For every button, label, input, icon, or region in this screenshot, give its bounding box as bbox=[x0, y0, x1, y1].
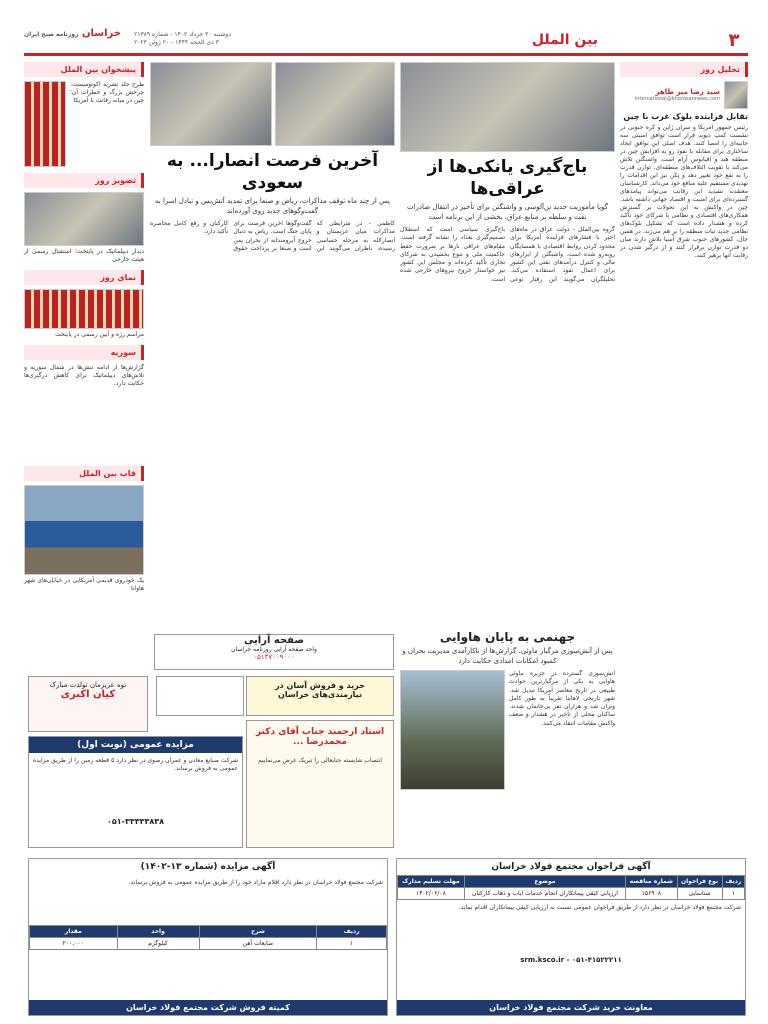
iraq-lead: گویا مأموریت جدید بن‌آلوسی و واشنگتن برای تأخیر در انتقال صادرات نفت و سلطه بر منابع عراق، بخشی از این برنامه است bbox=[406, 203, 608, 221]
book-heading: پیشخوان بین الملل bbox=[24, 62, 144, 77]
date-block bbox=[134, 31, 231, 47]
auction2-ad bbox=[28, 858, 388, 1016]
classified-sub: واحد صفحه آرایی روزنامه خراسان bbox=[231, 646, 317, 653]
page-number: ۳ bbox=[728, 30, 740, 51]
frame-heading: قاب بین الملل bbox=[24, 466, 144, 481]
steel-col-head: ردیف bbox=[722, 876, 744, 888]
auction2-cell: کیلوگرم bbox=[117, 938, 199, 950]
birthday-sub: نوه عزیزمان تولدت مبارک bbox=[49, 681, 127, 689]
classified-ad bbox=[154, 634, 394, 670]
classified-title: صفحه آرایی bbox=[243, 635, 305, 646]
syria-heading: سوریه bbox=[24, 345, 144, 360]
hawaii-headline: جهنمی به پایان هاوایی bbox=[439, 630, 576, 644]
author-block bbox=[620, 81, 748, 109]
author-email[interactable]: international@khorasannews.com bbox=[634, 96, 720, 102]
doctor-sub: انتصاب شایسته جنابعالی را تبریک عرض می‌نماییم bbox=[258, 757, 382, 764]
steel-contact[interactable]: srm.ksco.ir - ۰۵۱-۴۱۵۲۲۲۱۱ bbox=[520, 956, 622, 964]
steel-col-head: شماره مناقصه bbox=[626, 876, 677, 888]
steel-col-head: موضوع bbox=[464, 876, 625, 888]
date-line: دوشنبه ۳۰ خرداد ۱۴۰۲ - شماره ۲۱۳۸۹ bbox=[134, 31, 231, 38]
auction2-col-head: شرح bbox=[199, 926, 317, 938]
steel-cell: ارزیابی کیفی پیمانکاران انجام خدمات ایاب و ذهاب کارکنان bbox=[464, 888, 625, 900]
steel-note: شرکت مجتمع فولاد خراسان در نظر دارد از طریق فراخوان عمومی نسبت به ارزیابی کیفی پیمانکاران اقدام نماید. bbox=[458, 904, 741, 911]
steel-cell: ۱۵۶۹۰۸ bbox=[626, 888, 677, 900]
saudi-photo-1 bbox=[275, 62, 395, 146]
saudi-photo-2 bbox=[150, 62, 272, 146]
hawaii-photo bbox=[400, 670, 505, 790]
iraq-photo bbox=[400, 62, 615, 152]
doctor-name: استاد ارجمند جناب آقای دکتر محمدرضا ... bbox=[255, 727, 385, 747]
auction2-col-head: مقدار bbox=[30, 926, 118, 938]
havana-photo bbox=[24, 485, 144, 575]
steel-col-head: نوع فراخوان bbox=[677, 876, 722, 888]
steel-footer: معاونت خرید شرکت مجتمع فولاد خراسان bbox=[397, 1000, 745, 1015]
buy-sell-text: خرید و فروش آسان در نیازمندی‌های خراسان bbox=[275, 681, 365, 699]
brand-tagline: روزنامه صبح ایران bbox=[24, 31, 79, 38]
auction2-cell: ۲۰۰,۰۰۰ bbox=[30, 938, 118, 950]
magazine-cover bbox=[24, 81, 66, 167]
table-row bbox=[30, 938, 387, 950]
book-block bbox=[24, 81, 144, 167]
steel-col-head: مهلت تسلیم مدارک bbox=[398, 876, 465, 888]
auction2-col-head: ردیف bbox=[317, 926, 387, 938]
sidebar-column bbox=[24, 62, 144, 722]
date-line: ۳ ذی الحجه ۱۴۴۴ - ۲۰ ژوئن ۲۰۲۳ bbox=[134, 39, 219, 46]
steel-title: آگهی فراخوان مجتمع فولاد خراسان bbox=[491, 862, 651, 872]
auction2-table bbox=[29, 925, 387, 950]
logo-ad bbox=[156, 676, 244, 716]
brand-logo bbox=[24, 28, 121, 39]
hawaii-body: آتش‌سوزی گسترده در جزیره ماوئی هاوایی به یکی از مرگبارترین حوادث طبیعی در تاریخ معاصر آمریکا تبدیل شد. شهر تاریخی لاهاینا تقریباً به طور کامل ویران شد و هزاران نفر بی‌خانمان شدند. ساکنان محلی از تأخیر در هشدار و ضعف واکنش مقامات انتقاد می‌کنند. bbox=[509, 670, 615, 727]
analysis-column bbox=[620, 62, 748, 912]
saudi-headline: آخرین فرصت انصارا... به سعودی bbox=[166, 151, 379, 193]
auction-ad bbox=[28, 736, 243, 848]
doctor-ad bbox=[246, 720, 394, 848]
auction2-cell: ۱ bbox=[317, 938, 387, 950]
auction2-footer: کمیته فروش شرکت مجتمع فولاد خراسان bbox=[29, 1000, 387, 1015]
hawaii-story bbox=[400, 630, 615, 830]
section-title: بین الملل bbox=[531, 32, 598, 48]
day-photo-heading: تصویر روز bbox=[24, 173, 144, 188]
table-row bbox=[398, 888, 745, 900]
iraq-body: گروه بین‌الملل - دولت عراق در ماه‌های اخیر با فشارهای فزاینده آمریکا برای محدود کردن روابط اقتصادی با همسایگان روبه‌رو شده است. واشنگتن از ابزارهای مالی و کنترل درآمدهای نفتی این کشور برای اعمال نفوذ استفاده می‌کند. تحلیلگران می‌گویند این رفتار نوعی باج‌گیری سیاسی است که استقلال تصمیم‌گیری بغداد را نشانه گرفته است. مقام‌های عراقی بارها بر ضرورت حفظ حاکمیت ملی و تنوع بخشیدن به شرکای تجاری تأکید کرده‌اند و مجلس این کشور نیز خواستار خروج نیروهای خارجی شده است. bbox=[400, 226, 615, 283]
auction2-cell: ضایعات آهن bbox=[199, 938, 317, 950]
iraq-headline: باج‌گیری یانکی‌ها از عراقی‌ها bbox=[427, 157, 588, 199]
steel-cell: شناسایی bbox=[677, 888, 722, 900]
frame-caption: یک خودروی قدیمی آمریکایی در خیابان‌های شهر هاوانا bbox=[24, 577, 144, 592]
auction2-col-head: واحد bbox=[117, 926, 199, 938]
saudi-body: کاظمی - در شرایطی که مذاکرات میان عربستان و انصارالله به مرحله حساسی رسیده، ناظران می‌گویند این گفت‌وگوها آخرین فرصت برای پایان جنگ است. ریاض به دنبال خروج آبرومندانه از بحران یمن است و صنعا بر پرداخت حقوق کارکنان و رفع کامل محاصره تأکید دارد. bbox=[150, 220, 395, 252]
classified-phone[interactable]: ۰۵۱۳۷۰۰۹۰۰۰ bbox=[253, 653, 295, 661]
day-photo bbox=[24, 192, 144, 246]
saudi-story bbox=[150, 62, 395, 648]
steel-cell: ۱۴۰۲/۰۶/۰۸ bbox=[398, 888, 465, 900]
steel-cell: ۱ bbox=[722, 888, 744, 900]
steel-callout-ad bbox=[396, 858, 746, 1016]
auction-body: شرکت صنایع معادن و عمران رضوی در نظر دارد ۵ قطعه زمین را از طریق مزایده عمومی به فروش برساند. bbox=[33, 757, 238, 772]
auction-title: مزایده عمومی (نوبت اول) bbox=[29, 737, 242, 753]
auction-phone[interactable]: ۰۵۱-۳۳۳۳۳۸۳۸ bbox=[106, 817, 165, 826]
birthday-name: کیان اکبری bbox=[60, 689, 116, 700]
hawaii-lead: پس از آتش‌سوزی مرگبار ماوئی، گزارش‌ها از ناکارآمدی مدیریت بحران و کمبود امکانات امدادی حکایت دارد bbox=[402, 647, 613, 665]
analysis-title: تقابل فزاینده بلوک غرب با چین bbox=[623, 112, 748, 121]
birthday-ad bbox=[28, 676, 148, 732]
book-text: طرح جلد نشریه اکونومیست: چرخش بزرگ و خطرات آن؛ چین در میانه رقابت با آمریکا bbox=[70, 81, 144, 104]
show-heading: نمای روز bbox=[24, 270, 144, 285]
show-caption: مراسم رژه و آیین رسمی در پایتخت bbox=[55, 331, 144, 338]
buy-sell-ad bbox=[246, 676, 394, 716]
page-header bbox=[24, 28, 748, 56]
syria-text: گزارش‌ها از ادامه تنش‌ها در شمال سوریه و تلاش‌های دیپلماتیک برای کاهش درگیری‌ها حکایت دارد. bbox=[24, 364, 144, 387]
iraq-story bbox=[400, 62, 615, 654]
saudi-lead: پس از چند ماه توقف مذاکرات، ریاض و صنعا برای تمدید آتش‌بس و تبادل اسرا به گفت‌وگوهای جدید روی آورده‌اند bbox=[155, 197, 390, 215]
brand-name: خراسان bbox=[81, 28, 121, 39]
analysis-heading: تحلیل روز bbox=[620, 62, 748, 77]
day-photo-caption: دیدار دیپلماتیک در پایتخت؛ استقبال رسمی از هیئت خارجی bbox=[24, 248, 144, 263]
steel-table bbox=[397, 875, 745, 900]
author-photo bbox=[724, 81, 748, 109]
parade-photo bbox=[24, 289, 144, 329]
auction2-body: شرکت مجتمع فولاد خراسان در نظر دارد اقلام مازاد خود را از طریق مزایده عمومی به فروش برساند. bbox=[128, 879, 383, 886]
analysis-body: رئیس جمهور آمریکا و سران ژاپن و کره جنوبی در نشست کمپ دیوید قرار است توافق امنیتی سه جانبه‌ای را امضا کنند. هدف اصلی این توافق ایجاد ساختاری برای مقابله با نفوذ رو به افزایش چین در منطقه هند و اقیانوس آرام است. واشنگتن تلاش می‌کند با تقویت ائتلاف‌های منطقه‌ای، توازن قدرت را به نفع خود تغییر دهد و پکن نیز این اقدامات را تهدیدی مستقیم علیه منافع خود می‌داند. کارشناسان معتقدند تشدید این رقابت می‌تواند پیامدهای گسترده‌ای برای امنیت و اقتصاد جهانی داشته باشد. چین در واکنش به این تحولات بر گسترش همکاری‌های اقتصادی و نظامی با شرکای خود تأکید کرده و هشدار داده است که تشکیل بلوک‌های نظامی جدید ثبات منطقه را بر هم می‌زند. در همین حال، کشورهای جنوب شرق آسیا تلاش دارند میان دو قدرت توازن برقرار کنند و از درگیر شدن در رقابت آنها پرهیز کنند. bbox=[620, 124, 748, 259]
author-name: سید رضا میر طاهر bbox=[655, 88, 720, 96]
auction2-title: آگهی مزایده (شماره ۱۳-۱۴۰۲) bbox=[140, 862, 276, 872]
